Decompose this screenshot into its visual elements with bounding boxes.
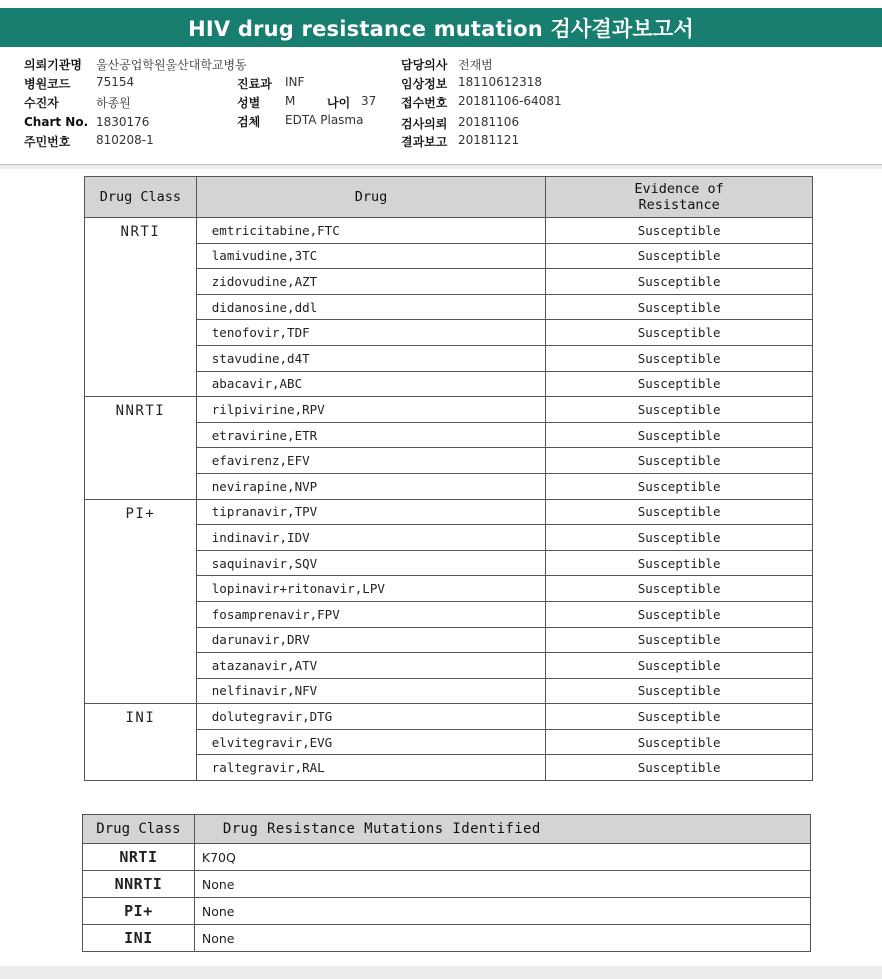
mut-value-cell: K70Q <box>194 844 810 871</box>
sex-label: 성별 <box>237 96 261 110</box>
mut-value-cell: None <box>194 871 810 898</box>
evidence-cell: Susceptible <box>546 397 813 423</box>
drug-name-cell: didanosine,ddl <box>196 294 545 320</box>
evidence-cell: Susceptible <box>546 550 813 576</box>
drug-name-cell: elvitegravir,EVG <box>196 729 545 755</box>
drug-name-cell: tipranavir,TPV <box>196 499 545 525</box>
drug-class-cell: NRTI <box>85 218 197 397</box>
mut-class-cell: PI+ <box>83 898 195 925</box>
department-label: 진료과 <box>237 77 272 91</box>
evidence-cell: Susceptible <box>546 269 813 295</box>
evidence-cell: Susceptible <box>546 576 813 602</box>
evidence-cell: Susceptible <box>546 320 813 346</box>
specimen-value: EDTA Plasma <box>285 113 364 127</box>
table-row <box>85 218 813 244</box>
table-row <box>85 704 813 730</box>
mut-header-drug-class: Drug Class <box>83 815 195 844</box>
specimen-label: 검체 <box>237 115 261 129</box>
drug-name-cell: abacavir,ABC <box>196 371 545 397</box>
drug-name-cell: lamivudine,3TC <box>196 243 545 269</box>
evidence-cell: Susceptible <box>546 448 813 474</box>
drug-class-cell: INI <box>85 704 197 781</box>
evidence-cell: Susceptible <box>546 499 813 525</box>
evidence-cell: Susceptible <box>546 473 813 499</box>
chart-no-label: Chart No. <box>24 115 89 129</box>
receipt-no-label: 접수번호 <box>401 96 448 110</box>
patient-label: 수진자 <box>24 96 59 110</box>
patient-value: 하종원 <box>96 96 131 110</box>
evidence-cell: Susceptible <box>546 678 813 704</box>
doctor-label: 담당의사 <box>401 58 448 72</box>
drug-name-cell: saquinavir,SQV <box>196 550 545 576</box>
mut-class-cell: NRTI <box>83 844 195 871</box>
report-date-label: 결과보고 <box>401 135 448 149</box>
mutation-table <box>82 814 811 952</box>
evidence-cell: Susceptible <box>546 704 813 730</box>
department-value: INF <box>285 75 305 89</box>
hospital-code-label: 병원코드 <box>24 77 71 91</box>
drug-name-cell: nevirapine,NVP <box>196 473 545 499</box>
drug-name-cell: efavirenz,EFV <box>196 448 545 474</box>
report-date-value: 20181121 <box>458 133 520 147</box>
drug-class-cell: NNRTI <box>85 397 197 499</box>
drug-name-cell: lopinavir+ritonavir,LPV <box>196 576 545 602</box>
drug-name-cell: fosamprenavir,FPV <box>196 601 545 627</box>
clinical-info-label: 임상정보 <box>401 77 448 91</box>
evidence-cell: Susceptible <box>546 243 813 269</box>
evidence-cell: Susceptible <box>546 422 813 448</box>
institution-label: 의뢰기관명 <box>24 58 82 72</box>
evidence-cell: Susceptible <box>546 371 813 397</box>
receipt-no-value: 20181106-64081 <box>458 94 562 108</box>
table-row <box>83 925 811 952</box>
header-evidence: Evidence of Resistance <box>546 177 813 218</box>
sex-value: M <box>285 94 296 108</box>
request-date-label: 검사의뢰 <box>401 117 448 131</box>
drug-name-cell: darunavir,DRV <box>196 627 545 653</box>
evidence-cell: Susceptible <box>546 653 813 679</box>
table-row <box>83 898 811 925</box>
drug-name-cell: tenofovir,TDF <box>196 320 545 346</box>
institution-value: 울산공업학원울산대학교병동 <box>96 58 247 72</box>
clinical-info-value: 18110612318 <box>458 75 542 89</box>
drug-name-cell: dolutegravir,DTG <box>196 704 545 730</box>
evidence-cell: Susceptible <box>546 525 813 551</box>
resident-no-value: 810208-1 <box>96 133 154 147</box>
patient-info-section <box>0 48 882 165</box>
report-title: HIV drug resistance mutation 검사결과보고서 <box>0 8 882 47</box>
evidence-cell: Susceptible <box>546 218 813 244</box>
section-divider <box>0 165 882 169</box>
age-label: 나이 <box>327 96 351 110</box>
drug-name-cell: nelfinavir,NFV <box>196 678 545 704</box>
header-drug: Drug <box>196 177 545 218</box>
mutation-table-header-row <box>83 815 811 844</box>
doctor-value: 전재범 <box>458 58 493 72</box>
table-row <box>85 499 813 525</box>
drug-name-cell: rilpivirine,RPV <box>196 397 545 423</box>
evidence-cell: Susceptible <box>546 294 813 320</box>
drug-class-cell: PI+ <box>85 499 197 704</box>
evidence-cell: Susceptible <box>546 729 813 755</box>
bottom-divider <box>0 966 882 979</box>
drug-table-header-row <box>85 177 813 218</box>
evidence-cell: Susceptible <box>546 601 813 627</box>
table-row <box>83 871 811 898</box>
drug-name-cell: emtricitabine,FTC <box>196 218 545 244</box>
mut-class-cell: INI <box>83 925 195 952</box>
chart-no-value: 1830176 <box>96 115 150 129</box>
request-date-value: 20181106 <box>458 115 520 129</box>
table-row <box>85 397 813 423</box>
drug-name-cell: etravirine,ETR <box>196 422 545 448</box>
drug-name-cell: raltegravir,RAL <box>196 755 545 781</box>
mut-value-cell: None <box>194 898 810 925</box>
evidence-cell: Susceptible <box>546 345 813 371</box>
drug-name-cell: indinavir,IDV <box>196 525 545 551</box>
drug-name-cell: stavudine,d4T <box>196 345 545 371</box>
mut-value-cell: None <box>194 925 810 952</box>
evidence-cell: Susceptible <box>546 627 813 653</box>
hospital-code-value: 75154 <box>96 75 135 89</box>
drug-resistance-table <box>84 176 813 781</box>
resident-no-label: 주민번호 <box>24 135 71 149</box>
table-row <box>83 844 811 871</box>
header-drug-class: Drug Class <box>85 177 197 218</box>
age-value: 37 <box>361 94 377 108</box>
drug-name-cell: zidovudine,AZT <box>196 269 545 295</box>
drug-name-cell: atazanavir,ATV <box>196 653 545 679</box>
mut-header-mutations: Drug Resistance Mutations Identified <box>194 815 810 844</box>
mut-class-cell: NNRTI <box>83 871 195 898</box>
evidence-cell: Susceptible <box>546 755 813 781</box>
